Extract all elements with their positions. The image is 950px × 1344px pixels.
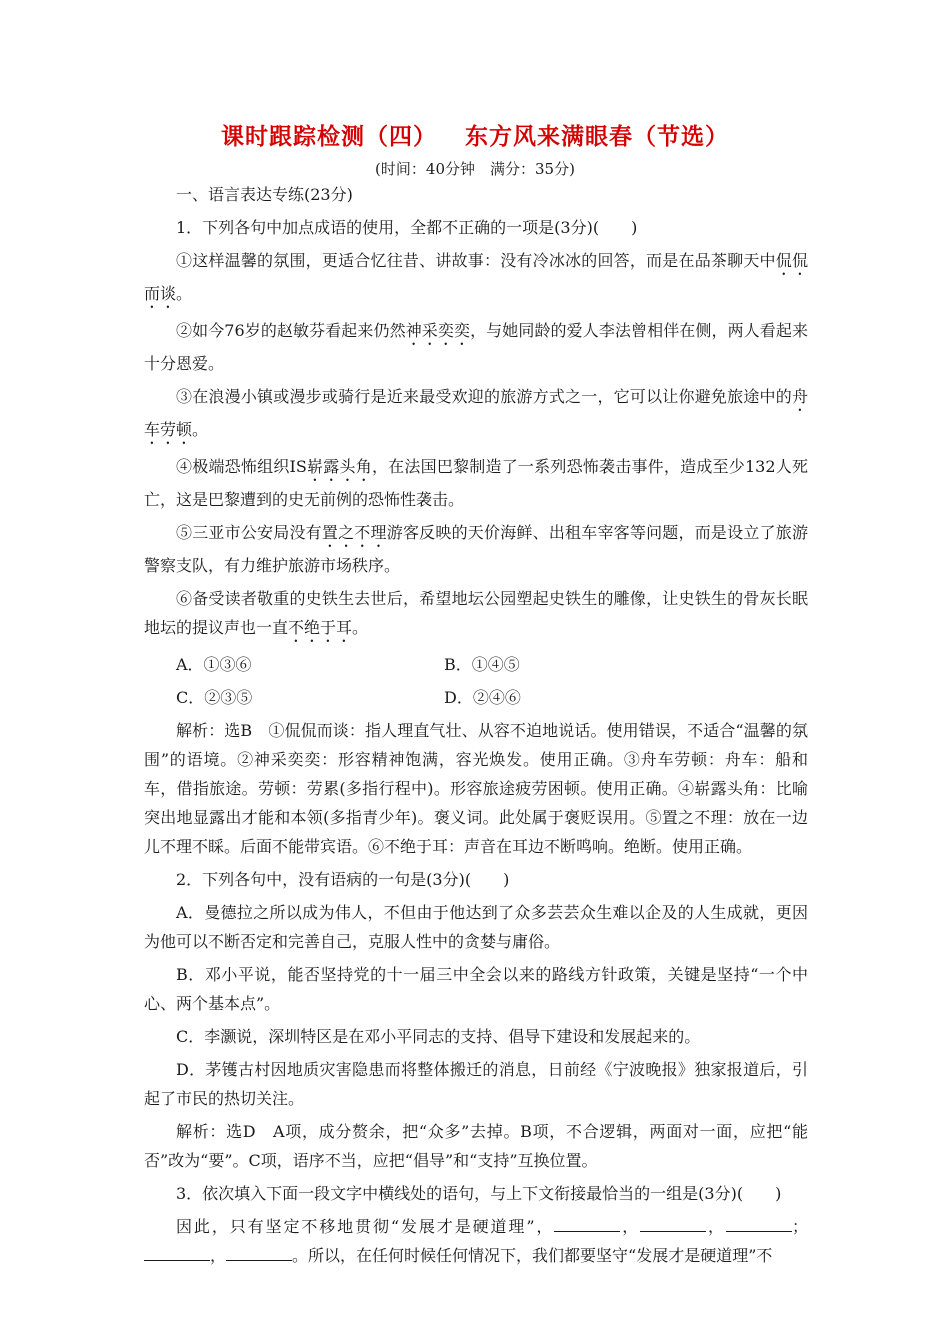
passage-text: ，: [620, 1217, 641, 1236]
page-subtitle: (时间：40分钟 满分：35分): [375, 160, 575, 178]
question-1-sentence-5: [144, 518, 808, 580]
title-part-2: 东方风来满眼春（节选）: [465, 124, 729, 150]
question-2-analysis: 解析：选D A项，成分赘余，把“众多”去掉。B项，不合逻辑，两面对一面，应把“能否”改为“要”。C项，语序不当，应把“倡导”和“支持”互换位置。: [144, 1122, 808, 1170]
question-2-option-a: A．曼德拉之所以成为伟人，不但由于他达到了众多芸芸众生难以企及的人生成就，更因为他可以不断否定和完善自己，克服人性中的贪婪与庸俗。: [144, 903, 808, 951]
passage-text: 因此，只有坚定不移地贯彻“发展才是硬道理”，: [176, 1217, 555, 1236]
question-3-passage: [144, 1212, 808, 1270]
question-1-analysis: 解析：选B ①侃侃而谈：指人理直气壮、从容不迫地说话。使用错误，不适合“温馨的氛围”的语境。②神采奕奕：形容精神饱满，容光焕发。使用正确。③舟车劳顿：舟车：船和车，借指旅途。劳顿：劳累(多指行程中)。形容旅途疲劳困顿。使用正确。④崭露头角：比喻突出地显露出才能和本领(多指青少年)。褒义词。此处属于褒贬误用。⑤置之不理：放在一边儿不理不睬。后面不能带宾语。⑥不绝于耳：声音在耳边不断鸣响。绝断。使用正确。: [144, 721, 808, 856]
page-title: [0, 118, 950, 151]
question-2-stem: 2．下列各句中，没有语病的一句是(3分)( ): [176, 870, 510, 889]
sentence-text: 。: [352, 618, 369, 637]
dotted-idiom: 崭露头角: [306, 457, 372, 476]
question-2-option-c: C．李灏说，深圳特区是在邓小平同志的支持、倡导下建设和发展起来的。: [176, 1027, 701, 1046]
sentence-text: ，在法国巴黎制造了一系列恐怖袭击事件，造成至少132人死亡，这是巴黎遭到的史无前例的恐怖性袭击。: [144, 457, 808, 509]
blank-2: [640, 1213, 706, 1232]
question-3-stem: 3．依次填入下面一段文字中横线处的语句，与上下文衔接最恰当的一组是(3分)( ): [176, 1184, 782, 1203]
sentence-text: 。: [176, 284, 193, 303]
question-1-sentence-3: [144, 382, 808, 448]
blank-1: [554, 1213, 620, 1232]
sentence-text: 游客反映的天价海鲜、出租车宰客等问题，而是设立了旅游警察支队，有力维护旅游市场秩序。: [144, 523, 808, 575]
sentence-text: 。: [192, 420, 209, 439]
sentence-text: ①这样温馨的氛围，更适合忆往昔、讲故事：没有冷冰冰的回答，而是在品茶聊天中: [176, 251, 776, 270]
section-heading: 一、语言表达专练(23分): [176, 185, 353, 204]
title-part-1: 课时跟踪检测（四）: [221, 124, 437, 150]
sentence-text: ③在浪漫小镇或漫步或骑行是近来最受欢迎的旅游方式之一，它可以让你避免旅途中的: [176, 387, 792, 406]
document-body: [144, 180, 808, 1274]
sentence-text: ②如今76岁的赵敏芬看起来仍然: [176, 321, 406, 340]
passage-text: ；: [791, 1217, 808, 1236]
blank-4: [144, 1242, 210, 1261]
dotted-idiom: 神采奕奕: [405, 321, 471, 340]
question-1-sentence-6: [144, 584, 808, 646]
sentence-text: ，与她同龄的爱人李法曾相伴在侧，两人看起来十分恩爱。: [144, 321, 808, 373]
sentence-text: ④极端恐怖组织IS: [176, 457, 307, 476]
option-d: D．②④⑥: [444, 688, 521, 707]
sentence-text: ⑥备受读者敬重的史铁生去世后，希望地坛公园塑起史铁生的雕像，让史铁生的骨灰长眠地坛的提议声也一直: [144, 589, 808, 637]
passage-text: ，: [706, 1217, 726, 1236]
dotted-idiom: 侃侃而谈: [144, 251, 808, 303]
question-1-sentence-2: [144, 316, 808, 378]
question-1-sentence-1: [144, 246, 808, 312]
dotted-idiom: 舟车劳顿: [144, 387, 808, 439]
dotted-idiom: 不绝于耳: [288, 618, 353, 637]
dotted-idiom: 置之不理: [321, 523, 387, 542]
passage-text: 。所以，在任何时候任何情况下，我们都要坚守“发展才是硬道理”不: [292, 1246, 773, 1265]
sentence-text: ⑤三亚市公安局没有: [176, 523, 322, 542]
option-c: C．②③⑤: [176, 688, 253, 707]
question-2-option-d: D．茅镬古村因地质灾害隐患而将整体搬迁的消息，日前经《宁波晚报》独家报道后，引起了市民的热切关注。: [144, 1060, 808, 1108]
passage-text: ，: [210, 1246, 227, 1265]
question-2-option-b: B．邓小平说，能否坚持党的十一届三中全会以来的路线方针政策，关键是坚持“一个中心、两个基本点”。: [144, 965, 808, 1013]
question-1-stem: 1．下列各句中加点成语的使用，全都不正确的一项是(3分)( ): [176, 218, 638, 237]
blank-5: [226, 1242, 292, 1261]
blank-3: [726, 1213, 792, 1232]
question-1-options-row-2: [176, 683, 808, 712]
option-b: B．①④⑤: [444, 655, 520, 674]
option-a: A．①③⑥: [176, 655, 252, 674]
question-1-options-row-1: [176, 650, 808, 679]
question-1-sentence-4: [144, 452, 808, 514]
